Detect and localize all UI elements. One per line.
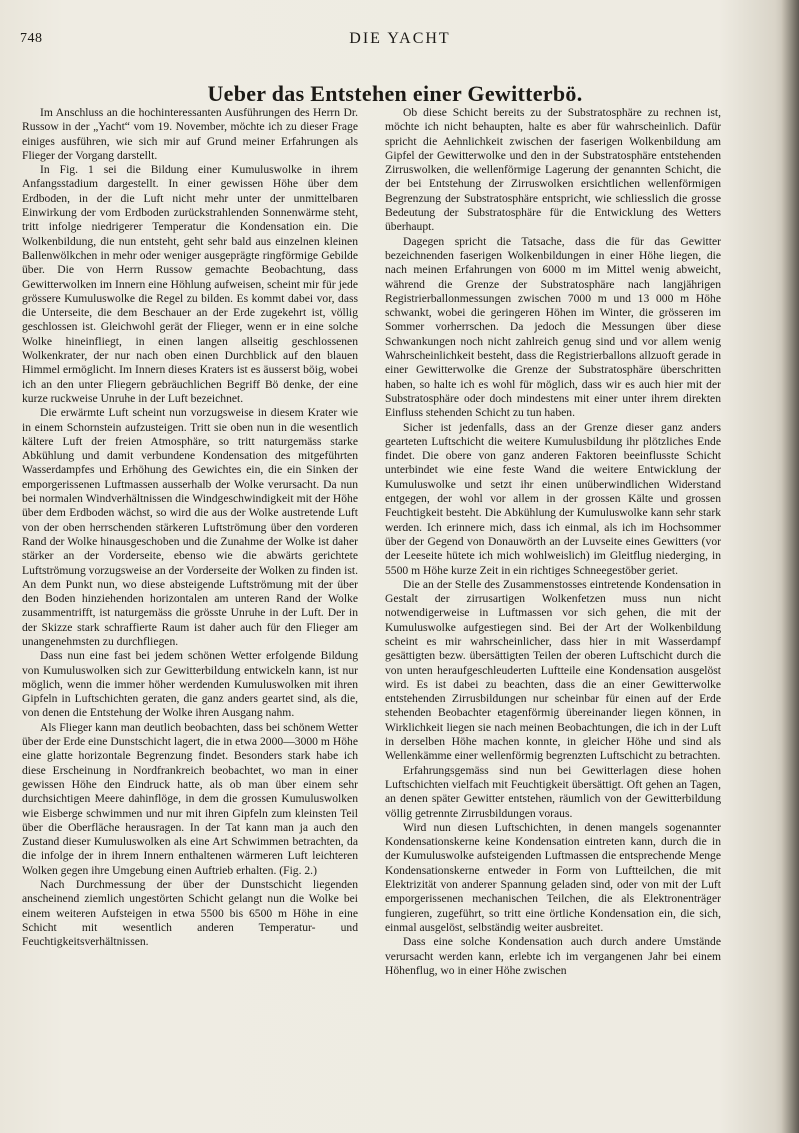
paragraph: Dagegen spricht die Tatsache, dass die für das Gewitter bezeichnenden faserigen Wolkenbildungen in einer Höhe liegen, die nach meinen Erfahrungen von 6000 m im Mittel wenig abweicht, während die Grenze der Substratosphäre nach langjährigen Registrierballonmessungen zwischen 7000 m und 13 000 m Höhe schwankt, wobei die geringeren Höhen im Winter, die grösseren im Sommer vorherrschen. Da jedoch die Messungen über diese Schwankungen noch nicht zahlreich genug sind und vor allem wenig Wahrscheinlichkeit besteht, dass die Registrierballons allzuoft gerade in einer Gewitterwolke die Grenze der Substratosphäre überschritten haben, so halte ich es wohl für möglich, dass wir es auch hier mit der Substratosphäre oder doch mindestens mit einer unter ihrem direkten Einfluss stehenden Schicht zu tun haben. [385, 234, 721, 420]
article-column-left [22, 106, 358, 1071]
paragraph: Sicher ist jedenfalls, dass an der Grenze dieser ganz anders gearteten Luftschicht die weitere Kumulusbildung ihr plötzliches Ende findet. Die obere von ganz anderen Faktoren beeinflusste Schicht unterbindet wie eine feste Wand die weitere Entwicklung der Kumuluswolke und setzt ihr einen unüberwindlichen Widerstand entgegen, der wohl vor allem in der grossen Kälte und grossen Feuchtigkeit besteht. Die Abkühlung der Kumuluswolke kann sehr stark werden. Ich erinnere mich, dass ich einmal, als ich im Hochsommer über der Gegend von Donauwörth an der Luvseite eines Gewitters (vor der Leeseite hütete ich mich wohlweislich) im Gleitflug niederging, in 5500 m Höhe kurze Zeit in ein richtiges Schneegestöber geriet. [385, 420, 721, 577]
page-spine-shadow [781, 0, 799, 1133]
paragraph: Erfahrungsgemäss sind nun bei Gewitterlagen diese hohen Luftschichten vielfach mit Feuchtigkeit übersättigt. Oft gehen an Tagen, an denen später Gewitter entstehen, räumlich von der Gewitterbildung völlig getrennte Zirrusbildungen voraus. [385, 763, 721, 820]
article-title: Ueber das Entstehen einer Gewitterbö. [207, 80, 583, 106]
paragraph: Dass nun eine fast bei jedem schönen Wetter erfolgende Bildung von Kumuluswolken sich zur Gewitterbildung entwickeln kann, ist nur möglich, wenn die immer höher werdenden Kumuluswolken mit ihren Gipfeln in Luftschichten geraten, die ganz anders geartet sind, als die, von denen die Entstehung der Wolke ihren Ausgang nahm. [22, 649, 358, 720]
paragraph: Wird nun diesen Luftschichten, in denen mangels sogenannter Kondensationskerne keine Kondensation eintreten kann, durch die in der Kumuluswolke aufsteigenden Luftmassen die entsprechende Menge Kondensationskerne entweder in Form von Luftteilchen, die mit Elektrizität von anderer Spannung geladen sind, oder von mit der Luft emporgerissenen mechanischen Teilchen, die als Elektronenträger fungieren, zugeführt, so tritt eine örtliche Kondensation ein, die sich, einmal ausgelöst, selbständig weiter ausbreitet. [385, 820, 721, 934]
running-title: DIE YACHT [349, 30, 451, 47]
paragraph: Als Flieger kann man deutlich beobachten, dass bei schönem Wetter über der Erde eine Dunstschicht lagert, die in etwa 2000—3000 m Höhe eine glatte horizontale Begrenzung findet. Besonders stark habe ich diese Erscheinung in Nordfrankreich beobachtet, wo man in einer gewissen Höhe den Eindruck hatte, als ob man über einem sehr durchsichtigen Meere dahinflöge, in dem die grossen Kumuluswolken wie Eisberge schwimmen und nur mit ihren Gipfeln zum kleinsten Teil über die Oberfläche herausragen. In der Tat kann man ja auch den Zustand dieser Kumuluswolken als eine Art Schwimmen betrachten, da die infolge der in ihrem Innern enthaltenen wärmeren Luft leichteren Wolken gegen ihre Umgebung einen Auftrieb erhalten. (Fig. 2.) [22, 720, 358, 877]
paragraph: Die erwärmte Luft scheint nun vorzugsweise in diesem Krater wie in einem Schornstein aufzusteigen. Tritt sie oben nun in die wesentlich kältere Luft der freien Atmosphäre, so tritt naturgemäss starke Abkühlung und damit verbundene Kondensation des mitgeführten Wasserdampfes und Erhöhung des Gewichtes ein, die ein Sinken der emporgerissenen Luftmassen ausserhalb der Wolke verursacht. Da nun bei normalen Windverhältnissen die Windgeschwindigkeit mit der Höhe über dem Erdboden wächst, so wird die aus der Wolke austretende Luft von der oben herrschenden stärkeren Luftströmung über den vorderen Rand der Wolke hinausgeschoben und die Zunahme der Wolke ist daher stärker an der Vorderseite, ebenso wie die abwärts gerichtete Luftströmung vorzugsweise an der Vorderseite der Wolken zu finden ist. An dem Punkt nun, wo diese absteigende Luftströmung mit der über den Boden hinziehenden horizontalen am unteren Rand der Wolke zusammentrifft, ist naturgemäss die grösste Unruhe in der Luft. Der in der Skizze stark schraffierte Raum ist daher auch für den Flieger am unangenehmsten zu durchfliegen. [22, 406, 358, 648]
paragraph: In Fig. 1 sei die Bildung einer Kumuluswolke in ihrem Anfangsstadium dargestellt. In einer gewissen Höhe über dem Erdboden, in der die Luft nicht mehr unter der unmittelbaren Einwirkung der vom Erdboden zurückstrahlenden Sonnenwärme steht, tritt infolge niedrigerer Temperatur die Kondensation ein. Die Wolkenbildung, die nun entsteht, geht sehr bald aus einzelnen kleinen Ballenwölkchen in mehr oder weniger ausgeprägte ringförmige Gebilde über. Die von Herrn Russow gemachte Beobachtung, dass Gewitterwolken im Innern eine Höhlung aufweisen, scheint mir für jede grössere Kumuluswolke die Regel zu bilden. Es kommt dabei vor, dass die Unterseite, die dem Beschauer an der Erde zugekehrt ist, völlig geschlossen ist. Gleichwohl gerät der Flieger, wenn er in eine solche Wolke hineinfliegt, in einen langen allseitig geschlossenen Wolkenkrater, der nur nach oben einen Durchblick auf den blauen Himmel ermöglicht. Im Innern dieses Kraters ist es äusserst böig, wobei ich an den unter Fliegern gebräuchlichen Begriff Bö denke, der eine kurze ruckweise Unruhe in der Luft bezeichnet. [22, 163, 358, 405]
paragraph: Im Anschluss an die hochinteressanten Ausführungen des Herrn Dr. Russow in der „Yacht“ vom 19. November, möchte ich zu dieser Frage einiges ausführen, wie sich mir auf Grund meiner Erfahrungen als Flieger der Vorgang darstellt. [22, 106, 358, 162]
paragraph: Nach Durchmessung der über der Dunstschicht liegenden anscheinend ziemlich ungestörten Schicht gelangt nun die Wolke bei einem weiteren Aufsteigen in etwa 5500 bis 6500 m Höhe in eine Schicht mit wesentlich anderen Temperatur- und Feuchtigkeitsverhältnissen. [22, 878, 358, 949]
page-number: 748 [20, 31, 43, 46]
paragraph: Ob diese Schicht bereits zu der Substratosphäre zu rechnen ist, möchte ich nicht behaupten, halte es aber für wahrscheinlich. Dafür spricht die Aehnlichkeit zwischen der faserigen Wolkenbildung am Gipfel der Gewitterwolke und den in der Substratosphäre entstehenden Zirruswolken, die wellenförmige Lagerung der genannten Schicht, die der bei Entstehung der Zirruswolken ersichtlichen wellenförmigen Begrenzung der Substratosphäre entspricht, wie schliesslich die grosse Bedeutung der Substratosphäre für die Entwicklung des Wetters überhaupt. [385, 106, 721, 234]
article-column-right [385, 106, 721, 1071]
paragraph: Die an der Stelle des Zusammenstosses eintretende Kondensation in Gestalt der zirrusartigen Wolkenfetzen muss nun nicht notwendigerweise in Luftmassen vor sich gehen, die mit der Kumuluswolke aufgestiegen sind. Bei der Art der Wolkenbildung scheint es mir wahrscheinlicher, dass hier in mit Wasserdampf gesättigten bezw. übersättigten Teilen der oberen Luftschicht durch die von unten heraufgeschleuderten Luftteile eine Kondensation ausgelöst wird. Es ist dabei zu beachten, dass die an einer Gewitterwolke entstehenden Zirrusbildungen nur scheinbar für einen auf der Erde stehenden Beobachter etagenförmig übereinander liegen können, in Wirklichkeit liegen sie nach meinen Beobachtungen, die ich in der Luft in derselben Höhe machen konnte, in gleicher Höhe und sind als Wellenkämme einer wellenförmig begrenzten Luftschicht zu betrachten. [385, 577, 721, 763]
paragraph: Dass eine solche Kondensation auch durch andere Umstände verursacht werden kann, erlebte ich im vergangenen Jahr bei einem Höhenflug, wo in einer Höhe zwischen [385, 935, 721, 977]
